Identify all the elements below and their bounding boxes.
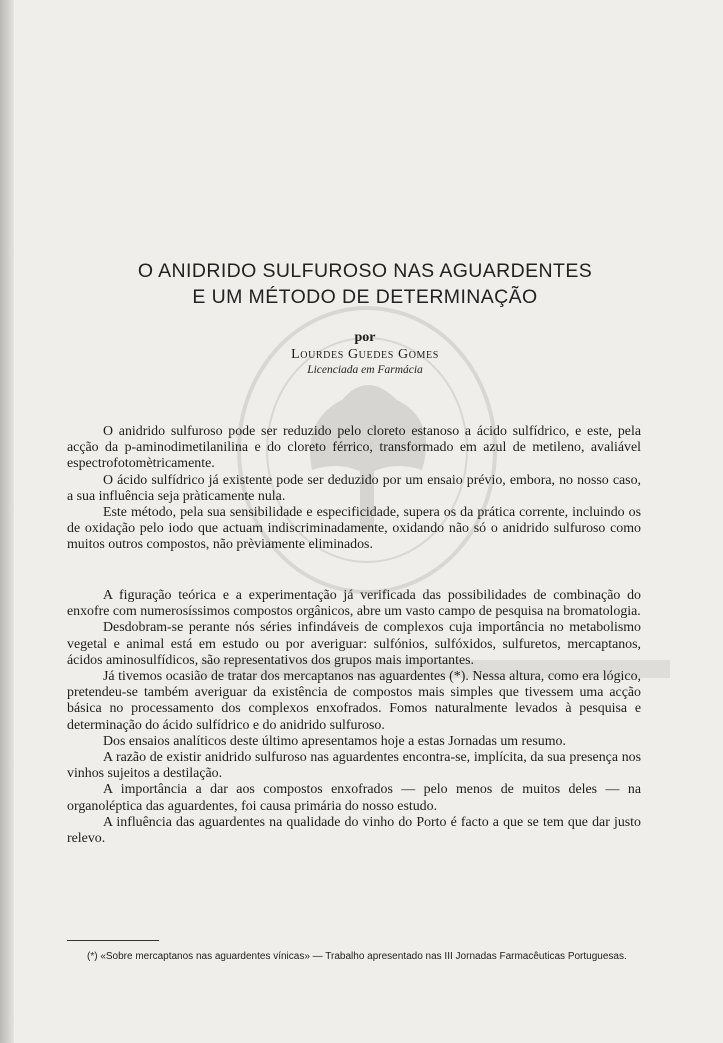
article-title-line-2: E UM MÉTODO DE DETERMINAÇÃO (192, 286, 538, 308)
paragraph: Dos ensaios analíticos deste último apresentamos hoje a estas Jornadas um resumo. (103, 733, 566, 749)
footnote (67, 950, 641, 963)
paragraph: Desdobram-se perante nós séries infindáveis de complexos cuja importância no metabolismo vegetal e animal está em estudo ou por averiguar: sulfónios, sulfóxidos, sulfuretos, mercaptanos, ácidos aminosulfídicos, são representativos dos grupos mais importantes. (67, 620, 641, 668)
article-title-line-1: O ANIDRIDO SULFUROSO NAS AGUARDENTES (137, 260, 593, 282)
abstract-block (67, 424, 641, 554)
paragraph: Já tivemos ocasião de tratar dos mercaptanos nas aguardentes (*). Nessa altura, como era lógico, pretendeu-se também averiguar da existência de compostos mais simples que tivessem uma acção básica no processamento dos complexos enxofrados. Fomos naturalmente levados à pesquisa e determinação do ácido sulfídrico e do anidrido sulfuroso. (67, 669, 641, 733)
paragraph: O ácido sulfídrico já existente pode ser deduzido por um ensaio prévio, embora, no nosso caso, a sua influência seja pràticamente nula. (67, 472, 641, 504)
footnote-text: (*) «Sobre mercaptanos nas aguardentes vínicas» — Trabalho apresentado nas III Jornadas Farmacêuticas Portuguesas. (87, 951, 627, 962)
paragraph: O anidrido sulfuroso pode ser reduzido pelo cloreto estanoso a ácido sulfídrico, e este, pela acção da p-aminodimetilanilina e do cloreto férrico, transformado em azul de metileno, avaliável espectrofotomètricamente. (67, 424, 641, 472)
page-binding-edge (0, 0, 14, 1043)
paragraph: A figuração teórica e a experimentação já verificada das possibilidades de combinação do enxofre com numerosíssimos compostos orgânicos, abre um vasto campo de pesquisa na bromatologia. (67, 588, 641, 620)
paragraph: A importância a dar aos compostos enxofrados — pelo menos de muitos deles — na organoléptica das aguardentes, foi causa primária do nosso estudo. (67, 782, 641, 814)
author-name: Lourdes Guedes Gomes (291, 347, 439, 362)
paragraph: A influência das aguardentes na qualidade do vinho do Porto é facto a que se tem que dar justo relevo. (67, 814, 641, 847)
byline-por: por (354, 330, 376, 345)
author-affiliation: Licenciada em Farmácia (307, 364, 423, 376)
paragraph: A razão de existir anidrido sulfuroso nas aguardentes encontra-se, implícita, da sua presença nos vinhos sujeitos a destilação. (67, 750, 641, 782)
main-text-block (67, 588, 641, 847)
paragraph: Este método, pela sua sensibilidade e especificidade, supera os da prática corrente, incluindo os de oxidação pelo iodo que actuam indiscriminadamente, oxidando não só o anidrido sulfuroso como muitos outros compostos, não prèviamente eliminados. (67, 505, 641, 553)
footnote-divider (67, 940, 159, 941)
